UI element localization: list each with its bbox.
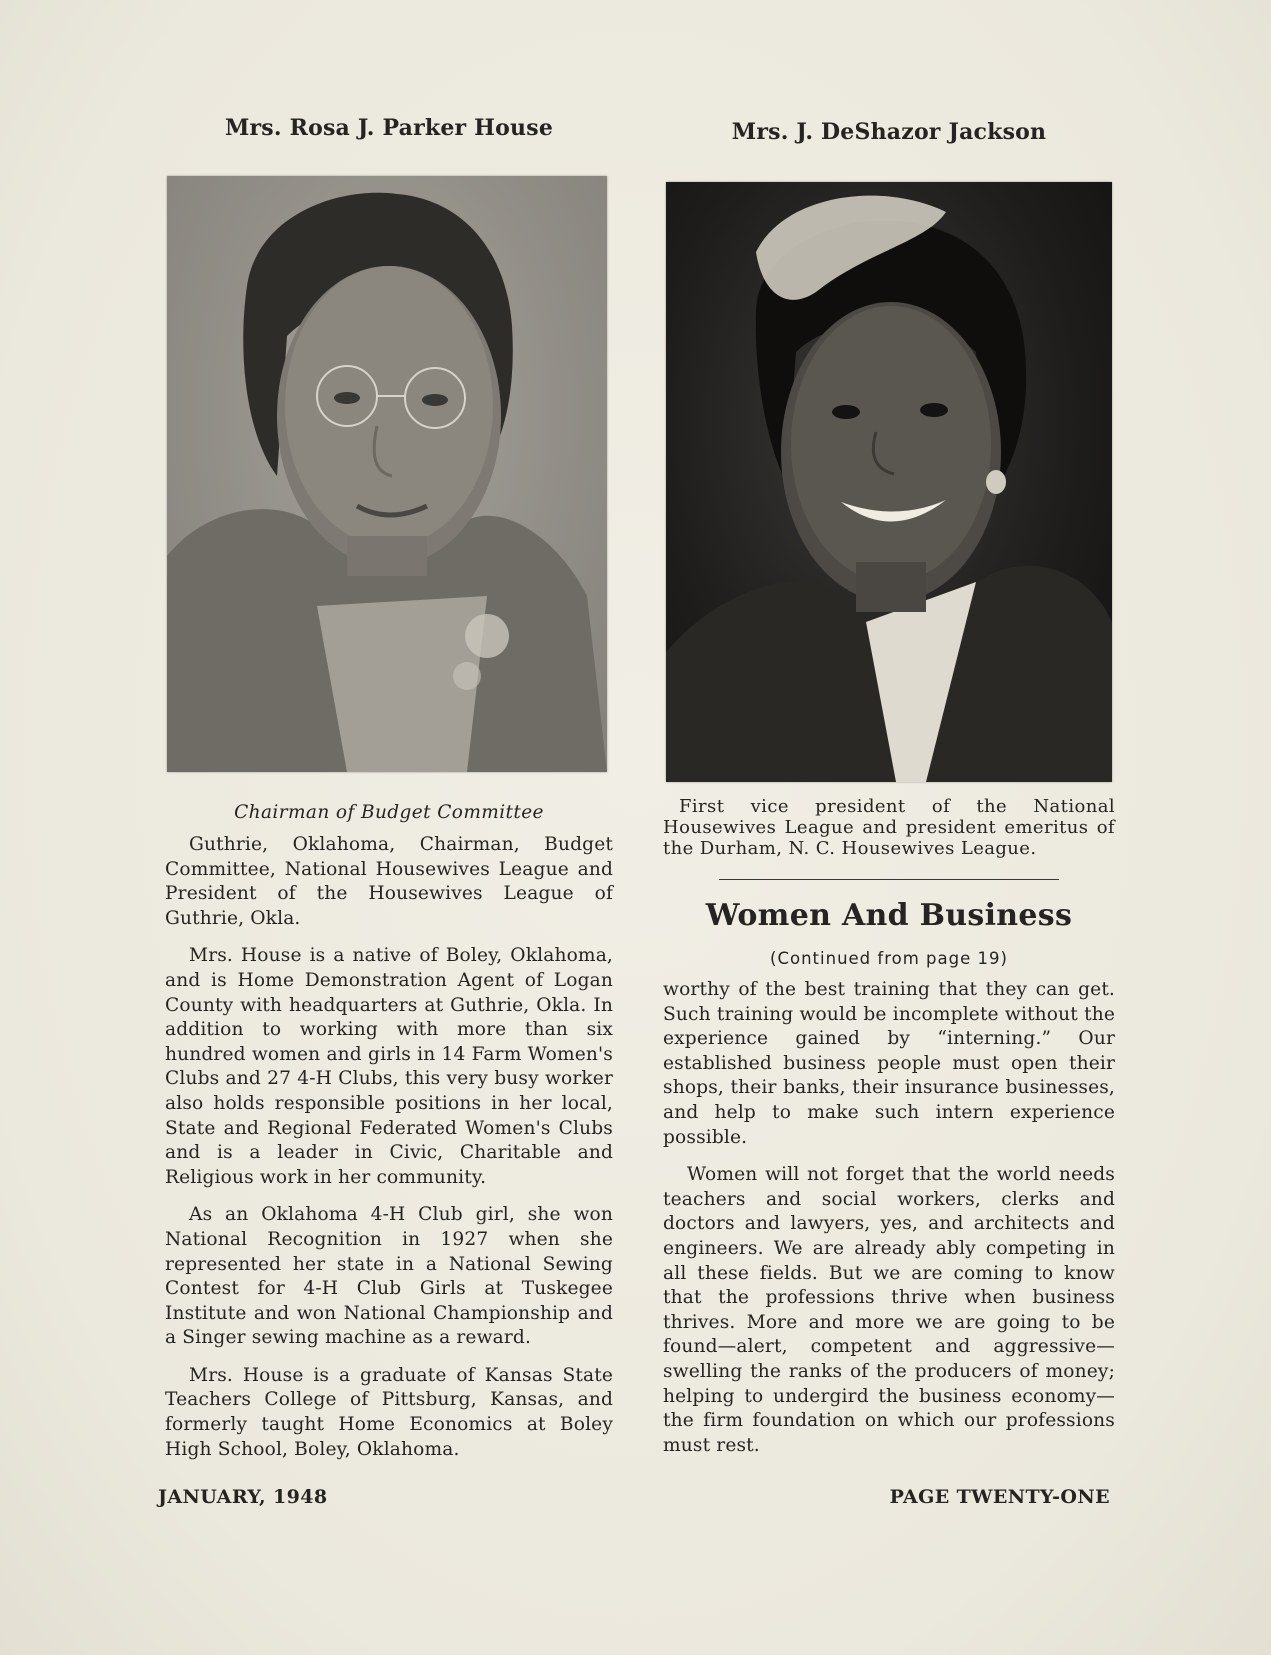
continued-note: (Continued from page 19) <box>770 949 1008 968</box>
article-title: Women And Business <box>705 898 1073 933</box>
section-divider <box>719 879 1059 880</box>
portrait-name-jackson: Mrs. J. DeShazor Jackson <box>731 119 1047 145</box>
portrait-name-house: Mrs. Rosa J. Parker House <box>224 115 554 141</box>
portrait-photo-jackson <box>666 182 1112 782</box>
house-paragraph-2: Mrs. House is a native of Boley, Oklahoma, and is Home Demonstration Agent of Logan County with headquarters at Guthrie, Okla. In addition to working with more than six hundred women and girls in 14 Farm Women's Clubs and 27 4-H Clubs, this very busy worker also holds responsible positions in her local, State and Regional Federated Women's Clubs and is a leader in Civic, Charitable and Religious work in her community. <box>165 945 613 1188</box>
left-column <box>165 108 613 1475</box>
article-paragraph-2: Women will not forget that the world needs teachers and social workers, clerks and doctors and lawyers, yes, and architects and engineers. We are already ably competing in all these fields. But we are coming to know that the professions thrive when business thrives. More and more we are going to be found—alert, competent and aggressive—swelling the ranks of the producers of money; helping to undergird the business economy—the firm foundation on which our professions must rest. <box>663 1164 1115 1456</box>
portrait-illustration-house <box>167 176 607 772</box>
portrait-photo-house <box>167 176 607 772</box>
portrait-illustration-jackson <box>666 182 1112 782</box>
house-paragraph-3: As an Oklahoma 4-H Club girl, she won National Recognition in 1927 when she represented her state in a National Sewing Contest for 4-H Club Girls at Tuskegee Institute and won National Championship and a Singer sewing machine as a reward. <box>165 1204 613 1349</box>
footer-date: JANUARY, 1948 <box>158 1486 328 1508</box>
photo-caption-house: Chairman of Budget Committee <box>234 802 544 823</box>
footer-page-number: PAGE TWENTY-ONE <box>889 1486 1110 1508</box>
photo-caption-jackson: First vice president of the National Housewives League and president emeritus of the Durham, N. C. Housewives League. <box>663 796 1115 859</box>
right-column <box>663 112 1115 1471</box>
house-paragraph-1: Guthrie, Oklahoma, Chairman, Budget Committee, National Housewives League and President of the Housewives League of Guthrie, Okla. <box>165 834 613 929</box>
article-paragraph-1: worthy of the best training that they can get. Such training would be incomplete without the experience gained by “interning.” Our established business people must open their shops, their banks, their insurance businesses, and help to make such intern experience possible. <box>663 979 1115 1148</box>
house-paragraph-4: Mrs. House is a graduate of Kansas State Teachers College of Pittsburg, Kansas, and formerly taught Home Economics at Boley High School, Boley, Oklahoma. <box>165 1364 613 1460</box>
